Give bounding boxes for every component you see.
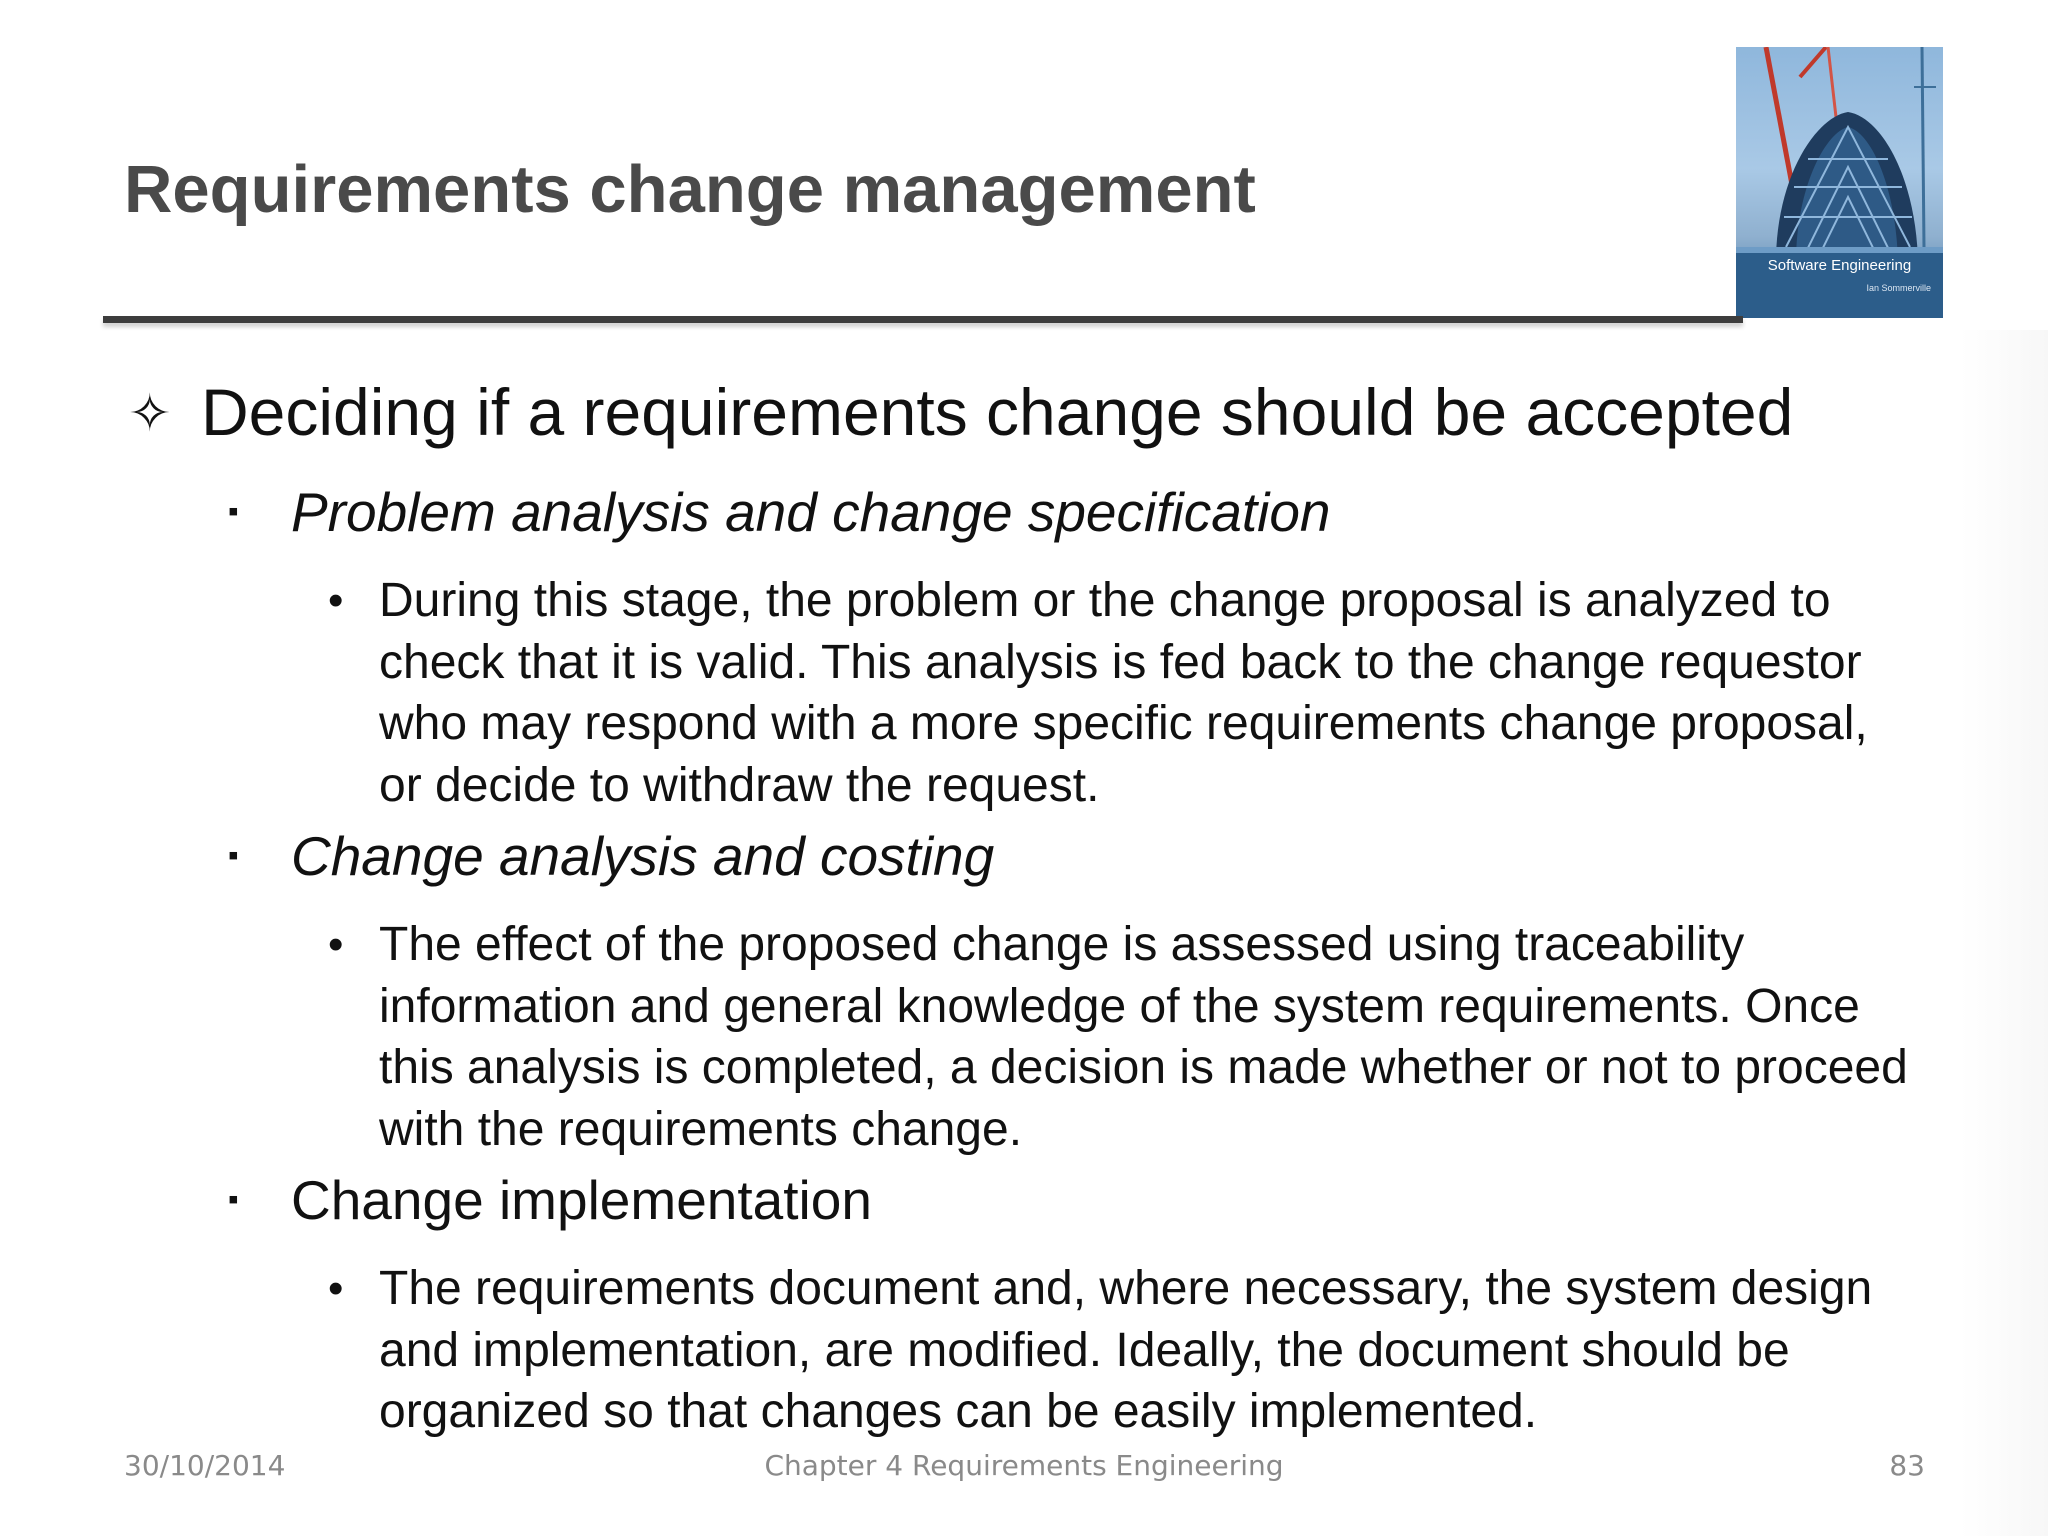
detail-text: During this stage, the problem or the change proposal is analyzed to check that it is valid. This analysis is fed back to the change requestor who may respond with a more specific requirements change proposal, or decide to withdraw the request. — [379, 574, 1868, 812]
square-bullet-icon: ▪ — [228, 495, 239, 528]
book-cover-title: Software Engineering — [1767, 257, 1912, 274]
sub-bullet-change-analysis — [228, 822, 1928, 890]
footer-date: 30/10/2014 — [124, 1449, 286, 1482]
detail-text: The requirements document and, where necessary, the system design and implementation, are modified. Ideally, the document should be organized so that changes can be easily implemented. — [379, 1262, 1873, 1438]
main-bullet-text: Deciding if a requirements change should be accepted — [201, 375, 1794, 449]
detail-change-implementation — [328, 1258, 1908, 1443]
dot-bullet-icon: • — [328, 920, 344, 969]
sub-bullet-problem-analysis — [228, 478, 1928, 546]
detail-problem-analysis — [328, 570, 1908, 816]
dot-bullet-icon: • — [328, 576, 344, 625]
sub-bullet-change-implementation — [228, 1166, 1928, 1234]
sub-bullet-label: Problem analysis and change specification — [291, 481, 1331, 543]
sub-bullet-label: Change implementation — [291, 1169, 872, 1231]
star-bullet-icon: ✧ — [128, 385, 172, 443]
main-bullet — [128, 370, 1928, 456]
square-bullet-icon: ▪ — [228, 839, 239, 872]
sub-bullet-label: Change analysis and costing — [291, 825, 995, 887]
detail-change-analysis — [328, 914, 1908, 1160]
detail-text: The effect of the proposed change is assessed using traceability information and general knowledge of the system requirements. Once this analysis is completed, a decision is made whether or not to proceed with the requirements change. — [379, 918, 1908, 1156]
slide-title: Requirements change management — [124, 152, 1256, 227]
dot-bullet-icon: • — [328, 1264, 344, 1313]
footer-page-number: 83 — [1889, 1449, 1925, 1482]
footer-chapter: Chapter 4 Requirements Engineering — [764, 1449, 1284, 1482]
book-cover-author: Ian Sommerville — [1866, 283, 1931, 293]
square-bullet-icon: ▪ — [228, 1183, 239, 1216]
